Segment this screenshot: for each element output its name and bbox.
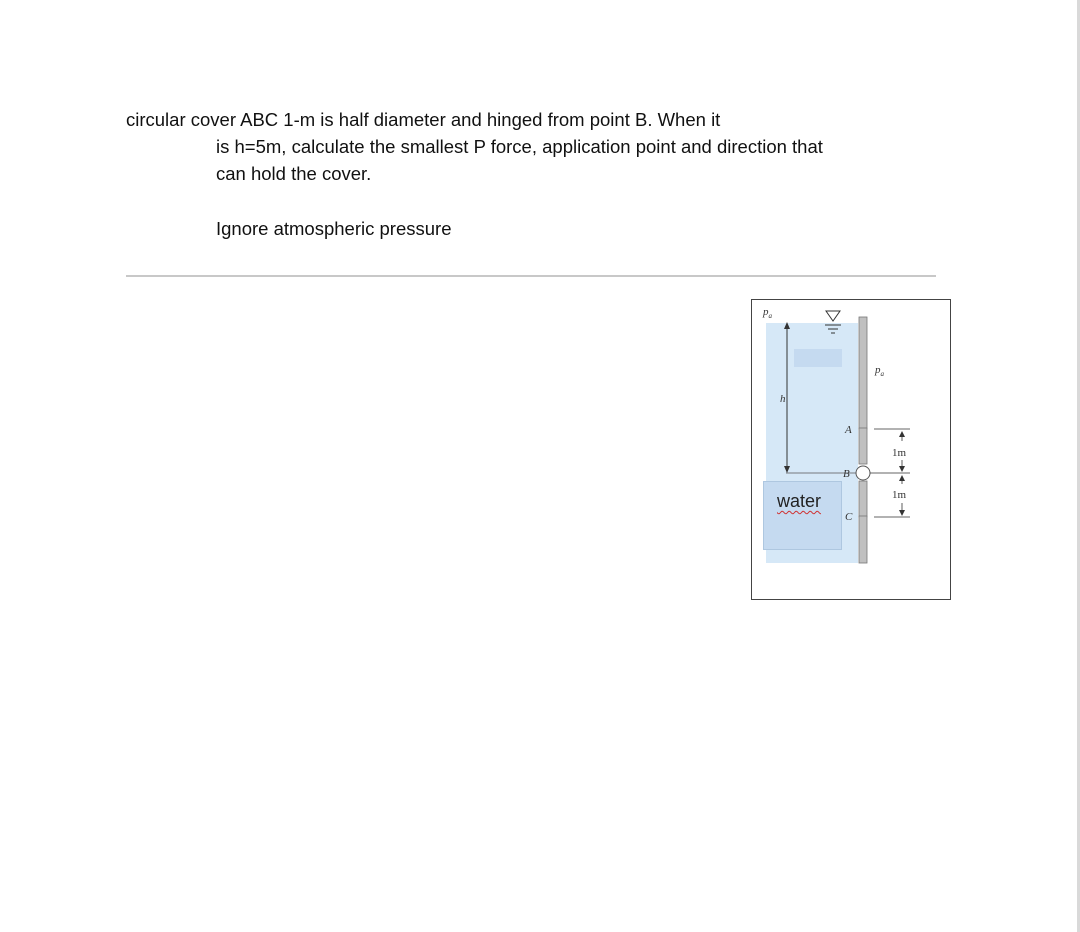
problem-line-2: is h=5m, calculate the smallest P force, application point and direction that	[216, 136, 823, 157]
point-a-label: A	[845, 424, 852, 436]
dim-upper-arrow-down-icon	[899, 466, 905, 472]
dim-lower-arrow-down-icon	[899, 510, 905, 516]
cover-lower-half	[859, 481, 867, 517]
cover-upper-half	[859, 428, 867, 464]
lower-wall	[859, 516, 867, 563]
water-label-box	[763, 481, 842, 550]
dim-lower-arrow-up-icon	[899, 475, 905, 481]
pa-right-label: $p_a$	[875, 364, 884, 378]
horizontal-divider	[126, 275, 936, 277]
free-surface-icon	[826, 311, 840, 321]
h-label: h	[780, 393, 786, 405]
point-b-label: B	[843, 468, 850, 480]
point-c-label: C	[845, 511, 853, 523]
water-highlight	[794, 349, 842, 367]
problem-statement	[126, 106, 926, 242]
upper-wall	[859, 317, 867, 429]
water-label: water	[777, 491, 822, 511]
figure-drawing	[752, 300, 950, 599]
pa-left-label: $p_a$	[763, 306, 772, 320]
problem-line-3: can hold the cover.	[216, 163, 372, 184]
dim-upper-arrow-up-icon	[899, 431, 905, 437]
problem-note: Ignore atmospheric pressure	[216, 218, 452, 239]
problem-line-1: circular cover ABC 1-m is half diameter and hinged from point B. When it	[126, 109, 721, 130]
hinge-icon	[856, 466, 870, 480]
hydrostatic-gate-figure	[751, 299, 951, 600]
dim-upper-label: 1m	[892, 447, 907, 459]
dim-lower-label: 1m	[892, 489, 907, 501]
